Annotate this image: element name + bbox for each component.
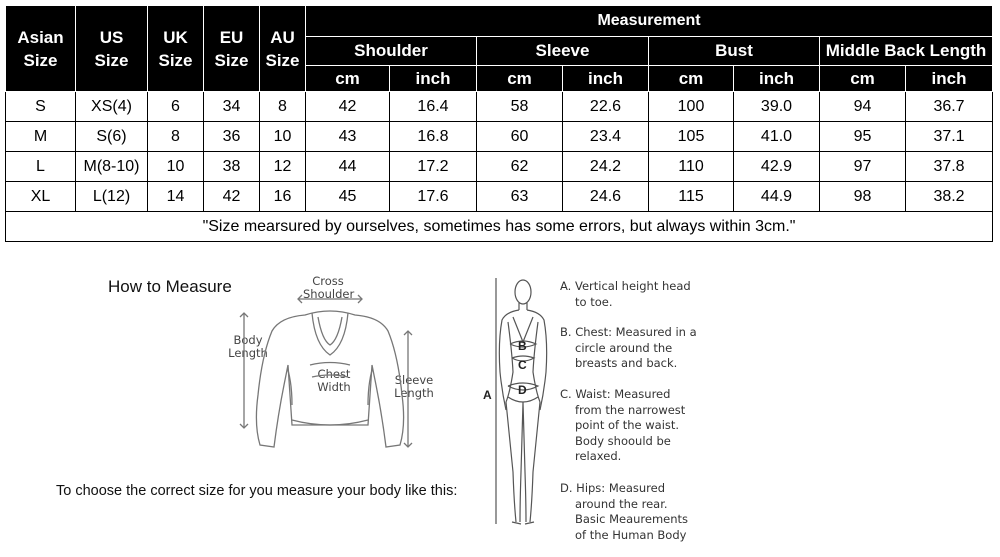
table-cell: 24.6 xyxy=(563,182,649,212)
header-sleeve: Sleeve xyxy=(477,37,649,66)
table-cell: 41.0 xyxy=(734,122,820,152)
table-cell: 39.0 xyxy=(734,92,820,122)
table-cell: 62 xyxy=(477,152,563,182)
table-cell: 97 xyxy=(820,152,906,182)
table-cell: 22.6 xyxy=(563,92,649,122)
table-cell: 34 xyxy=(204,92,260,122)
unit-header: inch xyxy=(390,66,477,92)
header-us-size: US Size xyxy=(76,6,148,92)
table-cell: M(8-10) xyxy=(76,152,148,182)
unit-header: inch xyxy=(563,66,649,92)
table-cell: 37.8 xyxy=(906,152,993,182)
table-cell: 115 xyxy=(649,182,734,212)
table-cell: 36.7 xyxy=(906,92,993,122)
chest-width-label: Chest Width xyxy=(317,367,351,394)
table-cell: 16.4 xyxy=(390,92,477,122)
body-letter-a: A xyxy=(483,388,492,402)
header-measurement: Measurement xyxy=(306,6,993,37)
table-cell: S xyxy=(6,92,76,122)
table-cell: 16 xyxy=(260,182,306,212)
measure-instruction: To choose the correct size for you measure your body like this: xyxy=(56,483,458,499)
table-cell: M xyxy=(6,122,76,152)
sleeve-length-label: Sleeve Length xyxy=(394,373,434,400)
table-cell: S(6) xyxy=(76,122,148,152)
how-to-measure-title: How to Measure xyxy=(108,277,232,296)
header-middle-back-length: Middle Back Length xyxy=(820,37,993,66)
table-cell: XL xyxy=(6,182,76,212)
body-letter-b: B xyxy=(518,339,527,353)
body-figure-sketch xyxy=(488,272,558,532)
measurement-note: "Size mearsured by ourselves, sometimes has some errors, but always within 3cm." xyxy=(6,212,993,242)
table-cell: 45 xyxy=(306,182,390,212)
table-cell: 43 xyxy=(306,122,390,152)
table-cell: 100 xyxy=(649,92,734,122)
unit-header: cm xyxy=(477,66,563,92)
table-cell: L(12) xyxy=(76,182,148,212)
garment-sketch xyxy=(230,285,440,460)
table-row xyxy=(6,182,993,212)
body-letter-c: C xyxy=(518,358,527,372)
table-cell: 105 xyxy=(649,122,734,152)
table-cell: 16.8 xyxy=(390,122,477,152)
header-shoulder: Shoulder xyxy=(306,37,477,66)
size-chart-table xyxy=(5,5,993,242)
unit-header: cm xyxy=(649,66,734,92)
unit-header: cm xyxy=(820,66,906,92)
table-cell: 14 xyxy=(148,182,204,212)
table-row xyxy=(6,152,993,182)
table-cell: 38.2 xyxy=(906,182,993,212)
header-uk-size: UK Size xyxy=(148,6,204,92)
header-bust: Bust xyxy=(649,37,820,66)
table-row xyxy=(6,122,993,152)
table-cell: 10 xyxy=(148,152,204,182)
table-cell: 63 xyxy=(477,182,563,212)
table-cell: 94 xyxy=(820,92,906,122)
table-cell: 98 xyxy=(820,182,906,212)
table-cell: 60 xyxy=(477,122,563,152)
header-eu-size: EU Size xyxy=(204,6,260,92)
table-note-row xyxy=(6,212,993,242)
unit-header: cm xyxy=(306,66,390,92)
key-item-b: B. Chest: Measured in a circle around the breasts and back. xyxy=(560,325,697,370)
table-cell: 6 xyxy=(148,92,204,122)
key-item-a: A. Vertical height head to toe. xyxy=(560,279,691,309)
table-cell: 17.6 xyxy=(390,182,477,212)
unit-header: inch xyxy=(734,66,820,92)
table-cell: 42 xyxy=(306,92,390,122)
table-cell: 95 xyxy=(820,122,906,152)
key-item-c: C. Waist: Measured from the narrowest point of the waist. Body shoould be relaxed. xyxy=(560,387,686,463)
table-cell: 12 xyxy=(260,152,306,182)
table-cell: 110 xyxy=(649,152,734,182)
unit-header: inch xyxy=(906,66,993,92)
table-row xyxy=(6,92,993,122)
table-cell: 23.4 xyxy=(563,122,649,152)
table-cell: 37.1 xyxy=(906,122,993,152)
key-item-d: D. Hips: Measured around the rear. Basic Meaurements of the Human Body xyxy=(560,481,689,542)
table-cell: 44 xyxy=(306,152,390,182)
table-cell: 44.9 xyxy=(734,182,820,212)
header-au-size: AU Size xyxy=(260,6,306,92)
table-cell: 58 xyxy=(477,92,563,122)
table-cell: 42 xyxy=(204,182,260,212)
table-cell: 38 xyxy=(204,152,260,182)
body-length-label: Body Length xyxy=(228,333,268,360)
table-cell: 42.9 xyxy=(734,152,820,182)
table-cell: 17.2 xyxy=(390,152,477,182)
table-cell: 8 xyxy=(148,122,204,152)
table-cell: 36 xyxy=(204,122,260,152)
cross-shoulder-label: Cross Shoulder xyxy=(303,274,355,301)
table-cell: XS(4) xyxy=(76,92,148,122)
table-cell: 10 xyxy=(260,122,306,152)
table-cell: 8 xyxy=(260,92,306,122)
table-cell: L xyxy=(6,152,76,182)
body-letter-d: D xyxy=(518,383,527,397)
header-asian-size: Asian Size xyxy=(6,6,76,92)
table-cell: 24.2 xyxy=(563,152,649,182)
